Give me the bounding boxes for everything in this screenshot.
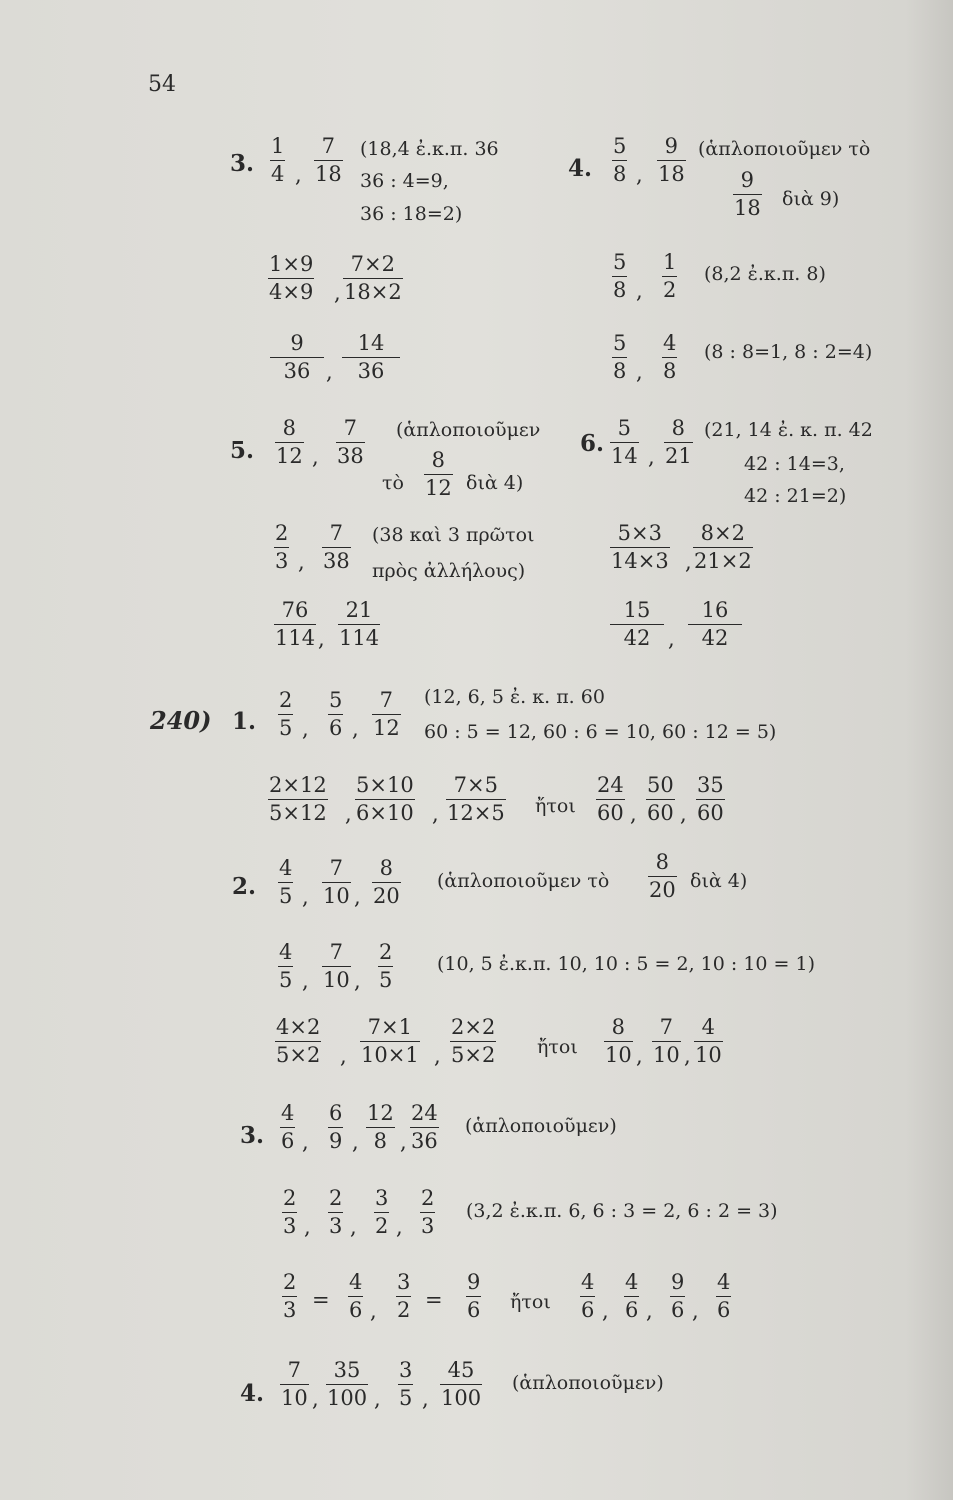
fraction: 3 2 xyxy=(375,1186,389,1238)
fraction: 7×1 10×1 xyxy=(361,1015,419,1067)
fraction: 8×2 21×2 xyxy=(694,521,752,573)
fraction: 2 5 xyxy=(379,940,393,992)
fraction: 7 10 xyxy=(323,940,350,992)
fraction: 50 60 xyxy=(647,773,674,825)
fraction: 9 6 xyxy=(671,1270,685,1322)
fraction: 2 3 xyxy=(283,1270,297,1322)
fraction: 7 18 xyxy=(315,134,342,186)
fraction: 9 18 xyxy=(658,134,685,186)
item-label: 3. xyxy=(240,1122,265,1149)
fraction: 5 8 xyxy=(613,134,627,186)
note: 42 : 14=3, xyxy=(744,453,845,475)
word-itoi: ἤτοι xyxy=(510,1291,551,1313)
fraction: 8 10 xyxy=(605,1015,632,1067)
fraction: 7 10 xyxy=(323,856,350,908)
fraction: 21 114 xyxy=(339,598,380,650)
fraction: 9 18 xyxy=(734,168,761,220)
note: (ἁπλοποιοῦμεν) xyxy=(512,1372,664,1394)
fraction: 4 10 xyxy=(695,1015,722,1067)
note: (18,4 ἐ.κ.π. 36 xyxy=(360,138,499,160)
fraction: 5 6 xyxy=(329,688,343,740)
fraction: 4 6 xyxy=(717,1270,731,1322)
word-itoi: ἤτοι xyxy=(537,1036,578,1058)
fraction: 4 6 xyxy=(349,1270,363,1322)
fraction: 4 8 xyxy=(663,331,677,383)
note: (38 καὶ 3 πρῶτοι xyxy=(372,524,535,546)
note: (ἁπλοποιοῦμεν xyxy=(396,419,541,441)
fraction: 3 5 xyxy=(399,1358,413,1410)
fraction: 7 38 xyxy=(323,521,350,573)
item-label: 1. xyxy=(232,708,257,735)
fraction: 8 12 xyxy=(276,416,303,468)
fraction: 8 21 xyxy=(665,416,692,468)
note: (ἁπλοποιοῦμεν τὸ xyxy=(698,138,871,160)
note: (21, 14 ἐ. κ. π. 42 xyxy=(704,419,873,441)
fraction: 7×2 18×2 xyxy=(344,252,402,304)
item-label: 2. xyxy=(232,873,257,900)
item-label: 6. xyxy=(580,430,605,457)
fraction: 4 6 xyxy=(581,1270,595,1322)
book-page: 54 3. 1 4 , 7 18 (18,4 ἐ.κ.π. 36 36 : 4=9, 36 : 18=2) 1×9 4×9 , 7×2 18×2 9 36 , 14 36 4. 5 8 , 9 18 (ἁπλοποιοῦμεν τὸ 9 18 διὰ 9) 5 8 , 1 2 (8,2 ἐ.κ.π. 8) 5 8 , 4 8 (8 : 8=1, 8 : 2=4) 5. 8 12 , 7 38 (ἁπλοποιοῦμεν τὸ 8 12 διὰ 4) 2 3 , 7 38 (38 καὶ 3 πρῶτοι πρὸς ἀλλήλους) 76 114 , 21 114 6. 5 14 , 8 21 (21, 14 ἐ. κ. π. 42 42 : 14=3, 42 : 21=2) 5×3 14×3 , 8×2 21×2 15 42 , 16 42 240) 1. 2 5 , 5 6 , 7 12 (12, 6, 5 ἐ. κ. π. 60 60 : 5 = 12, 60 : 6 = 10, 60 : 12 = 5) 2×12 5×12 , 5×10 6×10 , 7×5 12×5 ἤτοι 24 60 , 50 60 , 35 60 2. 4 5 , 7 10 , 8 20 (ἁπλοποιοῦμεν τὸ 8 20 διὰ 4) 4 5 , 7 10 , 2 5 (10, 5 ἐ.κ.π. 10, 10 : 5 = 2, 10 : 10 = 1) 4×2 5×2 , 7×1 10×1 , 2×2 5×2 ἤτοι 8 10 , 7 10 , 4 10 3. 4 6 , 6 9 , 12 8 , 24 36 (ἁπλοποιοῦμεν) 2 3 , 2 3 , 3 2 , 2 3 (3,2 ἐ.κ.π. 6, 6 : 3 = 2, 6 : 2 = 3) 2 3 = 4 6 , 3 2 = 9 6 ἤτοι 4 6 , 4 6 , 9 6 , 4 6 4. 7 10 , 35 100 , 3 5 , 45 100 (ἁπλοποιοῦμεν) xyxy=(0,0,953,1500)
fraction: 8 20 xyxy=(373,856,400,908)
note: διὰ 4) xyxy=(690,870,748,892)
fraction: 5×3 14×3 xyxy=(611,521,669,573)
note: (10, 5 ἐ.κ.π. 10, 10 : 5 = 2, 10 : 10 = 1) xyxy=(437,953,816,975)
fraction: 35 100 xyxy=(327,1358,368,1410)
fraction: 24 60 xyxy=(597,773,624,825)
fraction: 9 6 xyxy=(467,1270,481,1322)
note: τὸ xyxy=(382,472,404,494)
fraction: 2 3 xyxy=(283,1186,297,1238)
fraction: 45 100 xyxy=(441,1358,482,1410)
fraction: 12 8 xyxy=(367,1101,394,1153)
problem-number: 240) xyxy=(150,706,212,735)
fraction: 7 12 xyxy=(373,688,400,740)
fraction: 24 36 xyxy=(411,1101,438,1153)
fraction: 2 3 xyxy=(421,1186,435,1238)
fraction: 35 60 xyxy=(697,773,724,825)
item-label: 5. xyxy=(230,437,255,464)
fraction: 2×2 5×2 xyxy=(451,1015,496,1067)
fraction: 5×10 6×10 xyxy=(356,773,414,825)
fraction: 7×5 12×5 xyxy=(447,773,505,825)
note: 60 : 5 = 12, 60 : 6 = 10, 60 : 12 = 5) xyxy=(424,721,777,743)
word-itoi: ἤτοι xyxy=(535,795,576,817)
fraction: 4 5 xyxy=(279,856,293,908)
fraction: 2×12 5×12 xyxy=(269,773,327,825)
fraction: 4×2 5×2 xyxy=(276,1015,321,1067)
item-label: 4. xyxy=(568,155,593,182)
fraction: 7 38 xyxy=(337,416,364,468)
fraction: 16 42 xyxy=(688,600,742,649)
note: (12, 6, 5 ἐ. κ. π. 60 xyxy=(424,686,605,708)
fraction: 2 3 xyxy=(329,1186,343,1238)
fraction: 4 6 xyxy=(281,1101,295,1153)
fraction: 4 6 xyxy=(625,1270,639,1322)
fraction: 8 12 xyxy=(425,448,452,500)
note: (ἁπλοποιοῦμεν τὸ xyxy=(437,870,610,892)
item-label: 3. xyxy=(230,150,255,177)
note: 42 : 21=2) xyxy=(744,485,847,507)
fraction: 8 20 xyxy=(649,850,676,902)
fraction: 14 36 xyxy=(342,333,400,382)
fraction: 1 2 xyxy=(663,250,677,302)
note: (8,2 ἐ.κ.π. 8) xyxy=(704,263,826,285)
fraction: 1×9 4×9 xyxy=(269,252,314,304)
note: 36 : 4=9, xyxy=(360,170,449,192)
fraction: 6 9 xyxy=(329,1101,343,1153)
note: (8 : 8=1, 8 : 2=4) xyxy=(704,341,873,363)
fraction: 15 42 xyxy=(610,600,664,649)
note: διὰ 9) xyxy=(782,188,840,210)
fraction: 5 8 xyxy=(613,331,627,383)
note: διὰ 4) xyxy=(466,472,524,494)
fraction: 5 14 xyxy=(611,416,638,468)
item-label: 4. xyxy=(240,1380,265,1407)
note: 36 : 18=2) xyxy=(360,203,463,225)
fraction: 2 3 xyxy=(275,521,289,573)
fraction: 2 5 xyxy=(279,688,293,740)
fraction: 1 4 xyxy=(271,134,285,186)
note: πρὸς ἀλλήλους) xyxy=(372,560,526,582)
note: (3,2 ἐ.κ.π. 6, 6 : 3 = 2, 6 : 2 = 3) xyxy=(466,1200,778,1222)
fraction: 5 8 xyxy=(613,250,627,302)
fraction: 7 10 xyxy=(653,1015,680,1067)
fraction: 76 114 xyxy=(275,598,316,650)
page-number: 54 xyxy=(148,72,176,97)
note: (ἁπλοποιοῦμεν) xyxy=(465,1115,617,1137)
fraction: 7 10 xyxy=(281,1358,308,1410)
fraction: 4 5 xyxy=(279,940,293,992)
fraction: 9 36 xyxy=(270,333,324,382)
fraction: 3 2 xyxy=(397,1270,411,1322)
